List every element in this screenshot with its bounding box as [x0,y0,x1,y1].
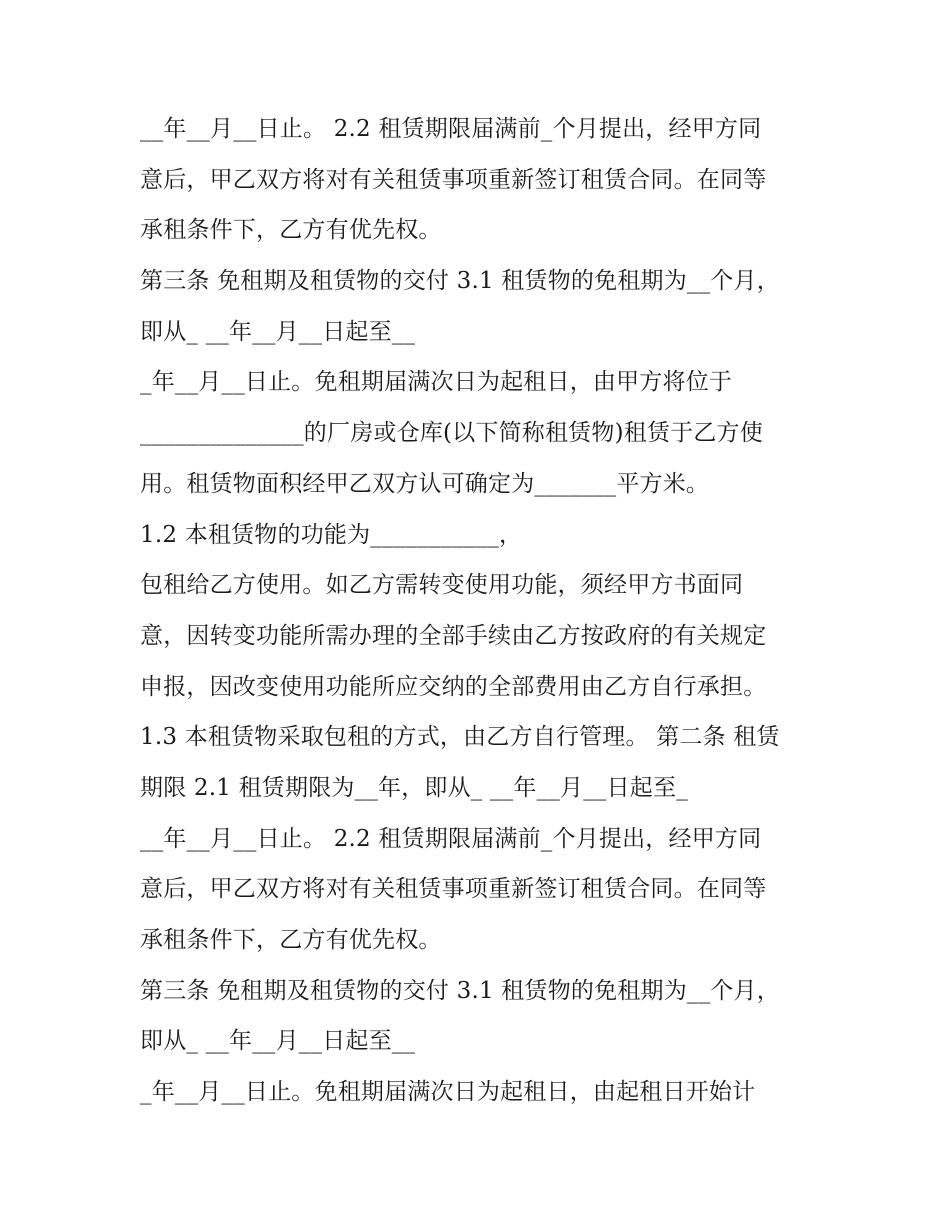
text-line: 即从_ __年__月__日起至__ [140,318,416,345]
text-line: 承租条件下，乙方有优先权。 [140,217,442,244]
text-line: _年__月__日止。免租期届满次日为起租日，由起租日开始计 [140,1079,756,1106]
text-line: 用。租赁物面积经甲乙双方认可确定为_______平方米。 [140,470,710,497]
text-line: 意，因转变功能所需办理的全部手续由乙方按政府的有关规定 [140,622,767,649]
text-line: 第三条 免租期及租赁物的交付 3.1 租赁物的免租期为__个月， [140,268,780,295]
text-line: 1.3 本租赁物采取包租的方式，由乙方自行管理。 第二条 租赁 [140,724,780,751]
text-line: __年__月__日止。 2.2 租赁期限届满前_个月提出，经甲方同 [140,825,762,852]
text-line: 承租条件下，乙方有优先权。 [140,927,442,953]
contract-text-body [140,104,820,1118]
text-line: __年__月__日止。 2.2 租赁期限届满前_个月提出，经甲方同 [140,116,762,142]
text-line: 意后，甲乙双方将对有关租赁事项重新签订租赁合同。在同等 [140,876,767,903]
text-line: 第三条 免租期及租赁物的交付 3.1 租赁物的免租期为__个月， [140,977,780,1004]
text-line: _年__月__日止。免租期届满次日为起租日，由甲方将位于 [140,369,733,396]
text-line: 1.2 本租赁物的功能为___________， [140,521,523,548]
text-line: 意后，甲乙双方将对有关租赁事项重新签订租赁合同。在同等 [140,166,767,193]
text-line: ______________的厂房或仓库(以下简称租赁物)租赁于乙方使 [140,420,763,447]
text-line: 期限 2.1 租赁期限为__年，即从_ __年__月__日起至_ [140,774,688,801]
text-line: 即从_ __年__月__日起至__ [140,1028,416,1055]
text-line: 包租给乙方使用。如乙方需转变使用功能，须经甲方书面同 [140,572,744,599]
text-line: 申报，因改变使用功能所应交纳的全部费用由乙方自行承担。 [140,673,767,700]
